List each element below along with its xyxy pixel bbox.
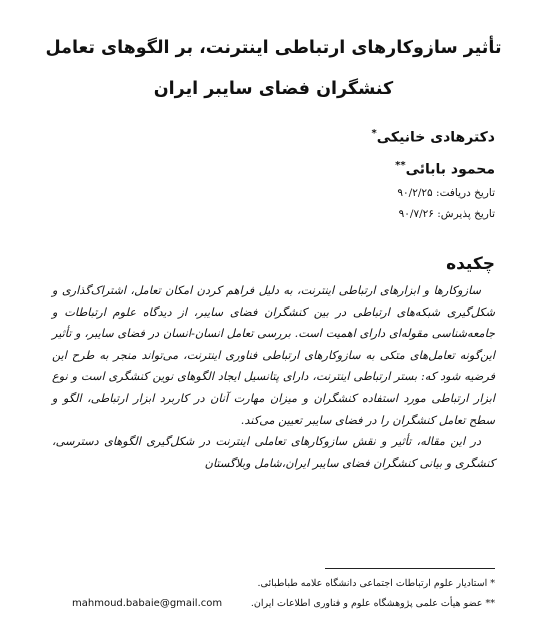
abstract-heading: چکیده xyxy=(446,254,495,274)
author-block xyxy=(195,120,495,225)
author-2-mark: ** xyxy=(395,159,406,171)
footnote-divider xyxy=(325,568,495,569)
author-2 xyxy=(195,152,495,184)
received-date: تاریخ دریافت: ۹۰/۲/۲۵ xyxy=(397,187,495,200)
footnote-1 xyxy=(52,574,495,594)
abstract-paragraph-2: در این مقاله، تأثیر و نقش سازوکارهای تعاملی اینترنت در شکل‌گیری الگوهای دسترسی، کنشگری و بیانی کنشگران فضای سایبر ایران،شامل وبلاگستان xyxy=(52,435,495,470)
author-email[interactable]: mahmoud.babaie@gmail.com xyxy=(72,598,223,609)
author-2-name: محمود بابائی xyxy=(405,161,495,178)
accepted-date: تاریخ پذیرش: ۹۰/۷/۲۶ xyxy=(398,208,495,221)
author-1-name: دکترهادی خانیکی xyxy=(376,129,495,146)
footnote-1-text: استادیار علوم ارتباطات اجتماعی دانشگاه علامه طباطبائی. xyxy=(257,578,488,589)
title-line-1: تأثیر سازوکارهای ارتباطی اینترنت، بر الگوهای تعامل xyxy=(45,38,502,58)
footnote-2-mark: ** xyxy=(485,598,495,609)
footnotes xyxy=(52,574,495,614)
author-1 xyxy=(195,120,495,152)
title-line-2: کنشگران فضای سایبر ایران xyxy=(153,79,394,99)
abstract-body xyxy=(52,280,495,474)
footnote-2 xyxy=(52,594,495,614)
abstract-paragraph-1: سازوکارها و ابزارهای ارتباطی اینترنت، به دلیل فراهم کردن امکان تعامل، اشتراک‌گذاری و شکل‌گیری شبکه‌های ارتباطی در بین کنشگران فضای سایبر، از دیدگاه علوم ارتباطات و جامعه‌شناسی مقوله‌ای دارای اهمیت است. بررسی تعامل انسان-انسان در فضای سایبر، و تأثیر این‌گونه تعامل‌های متکی به سازوکارهای ارتباطی فناوری اینترنت، می‌تواند منجر به طرح این فرضیه شود که: بستر ارتباطی اینترنت، دارای پتانسیل ایجاد الگوهای نوین کنشگری است و نوع ابزار ارتباطی مورد استفاده کنشگران و میزان مهارت آنان در کاربرد ابزار ارتباطی، الگو و سطح تعامل کنشگران را در فضای سایبر تعیین می‌کند. xyxy=(52,284,495,427)
paper-title xyxy=(30,28,517,110)
footnote-2-text: عضو هیأت علمی پژوهشگاه علوم و فناوری اطلاعات ایران. xyxy=(250,598,483,609)
footnote-1-mark: * xyxy=(490,578,495,589)
author-1-mark: * xyxy=(371,128,377,139)
